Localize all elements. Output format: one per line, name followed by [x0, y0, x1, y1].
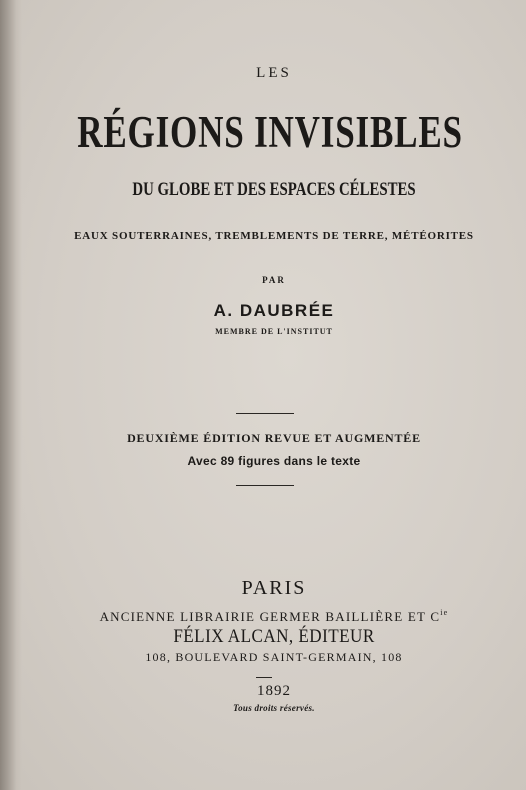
publisher-former-name-text: ANCIENNE LIBRAIRIE GERMER BAILLIÈRE ET C	[99, 609, 441, 624]
book-subtitle: DU GLOBE ET DES ESPACES CÉLESTES	[132, 179, 416, 200]
figures-note: Avec 89 figures dans le texte	[187, 454, 361, 468]
edition-note: DEUXIÈME ÉDITION REVUE ET AUGMENTÉE	[127, 431, 421, 445]
rights-notice: Tous droits réservés.	[233, 703, 315, 713]
divider-rule-top	[236, 413, 294, 414]
book-title: RÉGIONS INVISIBLES	[77, 107, 463, 157]
book-topics: EAUX SOUTERRAINES, TREMBLEMENTS DE TERRE, MÉTÉORITES	[74, 230, 474, 242]
author-name: A. DAUBRÉE	[213, 301, 335, 320]
title-article: LES	[256, 65, 292, 81]
publisher-address: 108, BOULEVARD SAINT-GERMAIN, 108	[145, 650, 403, 664]
publisher-name: FÉLIX ALCAN, ÉDITEUR	[173, 626, 375, 647]
publication-city: PARIS	[241, 577, 307, 599]
divider-rule-bottom	[236, 485, 294, 486]
publication-year: 1892	[257, 683, 291, 699]
author-affiliation: MEMBRE DE L'INSTITUT	[215, 327, 333, 336]
year-dash	[256, 677, 272, 678]
by-label: PAR	[262, 275, 286, 285]
publisher-company-suffix: ie	[440, 608, 449, 617]
book-gutter	[0, 0, 22, 790]
publisher-former-name	[22, 609, 526, 623]
